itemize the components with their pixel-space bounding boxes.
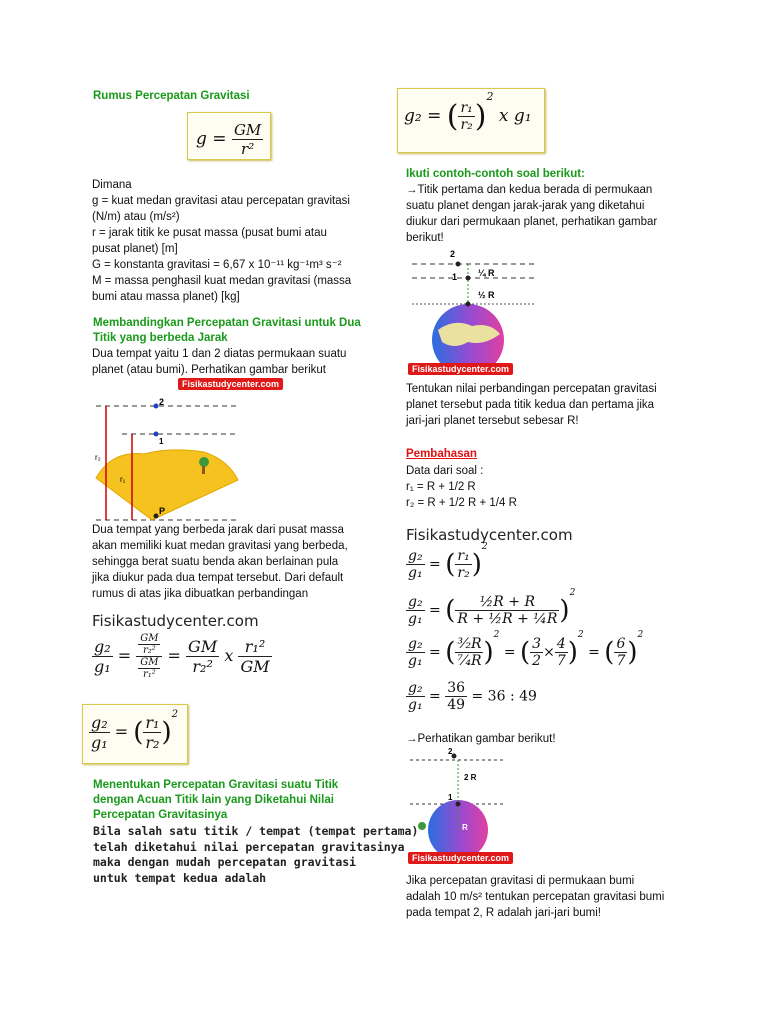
solution-row-1: $\frac{\text{g₂}}{\text{g₁}}$ = ( $\frac{\text{r₁}}{\text{r₂}}$ )$^2$ [408, 541, 488, 581]
deriv-lower-frac: $\frac{GM}{\text{r₁²}}$ [140, 657, 159, 680]
heading-banding [93, 316, 361, 346]
solution-row-4: $\frac{\text{g₂}}{\text{g₁}}$ = $\frac{36}{49}$ = 36 : 49 [408, 680, 537, 713]
deriv-times: x [224, 646, 234, 665]
svg-text:2: 2 [448, 748, 453, 756]
heading-banding-line: Titik yang berbeda Jarak [93, 332, 228, 344]
perhatikan-line: →Perhatikan gambar berikut! [406, 733, 556, 745]
formula-g-lhs: g [196, 129, 207, 149]
dimana-label: Dimana [92, 179, 132, 191]
ratio-exponent: 2 [171, 708, 178, 720]
data-line: Data dari soal : [406, 465, 484, 477]
paragraph-line: untuk tempat kedua adalah [93, 870, 267, 885]
def-line: bumi atau massa planet) [kg] [92, 291, 240, 303]
heading-menentukan-line: Menentukan Percepatan Gravitasi suatu Titik [93, 779, 339, 791]
contoh-paragraph [406, 182, 657, 246]
def-line: pusat planet) [m] [92, 243, 178, 255]
svg-text:1: 1 [452, 272, 458, 282]
planet-wedge [96, 450, 238, 520]
paragraph-line: planet tersebut pada titik kedua dan pertama jika [406, 399, 655, 411]
figure-planet-quarter-half [406, 246, 536, 374]
formula-g-box: g = $\frac{GM}{\text{r²}}$ [187, 112, 271, 160]
paragraph-line: diukur dari permukaan planet, perhatikan gambar [406, 216, 658, 228]
deriv-r2sq: r₂² [192, 657, 213, 676]
deriv-gm2: GM [240, 657, 270, 676]
deriv-upper-frac: $\frac{GM}{\text{r₂²}}$ [136, 633, 162, 657]
top-r1: r₁ [460, 100, 473, 116]
paragraph-line: Tentukan nilai perbandingan percepatan gravitasi [406, 383, 657, 395]
top-r2: r₂ [460, 117, 473, 133]
paragraph-line: maka dengan mudah percepatan gravitasi [93, 855, 357, 869]
label-p: P [159, 506, 166, 516]
after-figure-paragraph [92, 522, 348, 602]
top-g1: g₁ [513, 106, 532, 126]
data-line: r₁ = R + 1/2 R [406, 481, 476, 493]
paragraph-line: jika diukur pada dua tempat tersebut. Dari default [92, 572, 344, 584]
ratio-g1: g₁ [91, 733, 108, 752]
top-g2: g₂ [404, 106, 422, 126]
paragraph-line: jari-jari planet tersebut sebesar R! [406, 415, 579, 427]
menentukan-paragraph [93, 824, 418, 886]
label-r1: r₁ [120, 475, 126, 484]
paragraph-line: Bila salah satu titik / tempat (tempat pertama) [93, 824, 419, 838]
solution-row-3: $\frac{\text{g₂}}{\text{g₁}}$ = ( $\frac{\text{³⁄₂R}}{\text{⁷⁄₄R}}$ )$^2$ = ( $\frac{3}{2}$ × $\frac{4}{7}$ )$^2$ = ( $\frac{6}{7}$ )$^2$ [408, 629, 644, 669]
fig1-brand-tag: Fisikastudycenter.com [178, 378, 283, 390]
point-2-dot [154, 404, 159, 409]
formula-g-num: GM [233, 121, 262, 139]
solution-row-2: $\frac{\text{g₂}}{\text{g₁}}$ = ( $\frac{\text{½R + R}}{\text{R + ½R + ¼R}}$ )$^2$ [408, 587, 576, 627]
label-1: 1 [159, 437, 164, 446]
ratio-r2: r₂ [145, 733, 160, 752]
svg-text:¼ R: ¼ R [478, 268, 495, 278]
fig2-brand-tag: Fisikastudycenter.com [408, 363, 513, 375]
paragraph-line: telah diketahui nilai percepatan gravitasinya [93, 839, 405, 854]
svg-text:½ R: ½ R [478, 290, 495, 300]
deriv-gm: GM [188, 637, 218, 656]
fig3-brand-tag: Fisikastudycenter.com [408, 852, 513, 864]
derivation-formula: $\frac{\text{g₂}}{\text{g₁}}$ = $\frac{GM}{\text{r₂²}}$ $\frac{GM}{\text{r₁²}}$ = $\frac{GM}{\text{r₂²}}$ x $\frac{\text{r₁²}}{GM}$ [94, 633, 270, 680]
def-line: g = kuat medan gravitasi atau percepatan gravitasi [92, 195, 350, 207]
banding-line: planet (atau bumi). Perhatikan gambar berikut [92, 364, 326, 376]
solution-brand: Fisikastudycenter.com [406, 526, 573, 544]
figure-two-points [92, 392, 242, 526]
jika-paragraph [406, 873, 664, 921]
data-list [406, 463, 517, 511]
svg-text:2: 2 [450, 249, 456, 259]
ratio-r1: r₁ [145, 713, 160, 732]
top-exponent: 2 [486, 90, 494, 104]
heading-banding-line: Membandingkan Percepatan Gravitasi untuk Dua [93, 317, 361, 329]
def-line: (N/m) atau (m/s²) [92, 211, 180, 223]
heading-rumus: Rumus Percepatan Gravitasi [93, 90, 250, 102]
deriv-g1: g₁ [94, 657, 111, 676]
svg-text:R: R [462, 823, 468, 832]
paragraph-line: Jika percepatan gravitasi di permukaan bumi [406, 875, 635, 887]
deriv-r1sq: r₁² [238, 637, 271, 657]
paragraph-line: pada tempat 2, R adalah jari-jari bumi! [406, 907, 601, 919]
paragraph-line: Dua tempat yang berbeda jarak dari pusat massa [92, 524, 344, 536]
paragraph-line: akan memiliki kuat medan gravitasi yang berbeda, [92, 540, 348, 552]
banding-line: Dua tempat yaitu 1 dan 2 diatas permukaan suatu [92, 348, 347, 360]
heading-pembahasan: Pembahasan [406, 448, 477, 460]
top-formula-box: g₂ = ( $\frac{\text{r₁}}{\text{r₂}}$ )$^2$ x g₁ [397, 88, 545, 153]
point-p-dot [154, 514, 159, 519]
top-times: x [498, 106, 509, 126]
ratio-g2: g₂ [91, 713, 108, 732]
point-1-dot [154, 432, 159, 437]
svg-text:2 R: 2 R [464, 773, 477, 782]
derivation-brand: Fisikastudycenter.com [92, 612, 259, 630]
tree-icon [418, 822, 426, 830]
def-line: r = jarak titik ke pusat massa (pusat bumi atau [92, 227, 327, 239]
data-line: r₂ = R + 1/2 R + 1/4 R [406, 497, 517, 509]
svg-text:1: 1 [448, 793, 453, 802]
label-r2: r₂ [95, 453, 101, 462]
paragraph-line: →Titik pertama dan kedua berada di permukaan [406, 184, 653, 196]
def-line: G = konstanta gravitasi = 6,67 x 10⁻¹¹ kg⁻¹m³ s⁻² [92, 259, 342, 271]
tentukan-paragraph [406, 381, 657, 429]
heading-menentukan-line: dengan Acuan Titik lain yang Diketahui Nilai [93, 794, 334, 806]
paragraph-line: berikut! [406, 232, 444, 244]
ratio-formula-box: $\frac{\text{g₂}}{\text{g₁}}$ = ( $\frac{\text{r₁}}{\text{r₂}}$ )$^2$ [82, 704, 188, 764]
figure-earth-2r [406, 748, 526, 864]
def-line: M = massa penghasil kuat medan gravitasi (massa [92, 275, 352, 287]
tree-icon [199, 457, 209, 467]
paragraph-line: sehingga berat suatu benda akan berlainan pula [92, 556, 339, 568]
banding-paragraph [92, 346, 346, 378]
formula-g-den: r² [241, 140, 255, 158]
paragraph-line: adalah 10 m/s² tentukan percepatan gravitasi bumi [406, 891, 665, 903]
heading-menentukan-line: Percepatan Gravitasinya [93, 809, 228, 821]
definition-list [92, 193, 382, 305]
paragraph-line: suatu planet dengan jarak-jarak yang diketahui [406, 200, 645, 212]
label-2: 2 [159, 397, 165, 407]
heading-menentukan [93, 778, 338, 823]
paragraph-line: rumus di atas jika dibuatkan perbandingan [92, 588, 309, 600]
heading-contoh: Ikuti contoh-contoh soal berikut: [406, 168, 585, 180]
deriv-g2: g₂ [94, 637, 111, 656]
